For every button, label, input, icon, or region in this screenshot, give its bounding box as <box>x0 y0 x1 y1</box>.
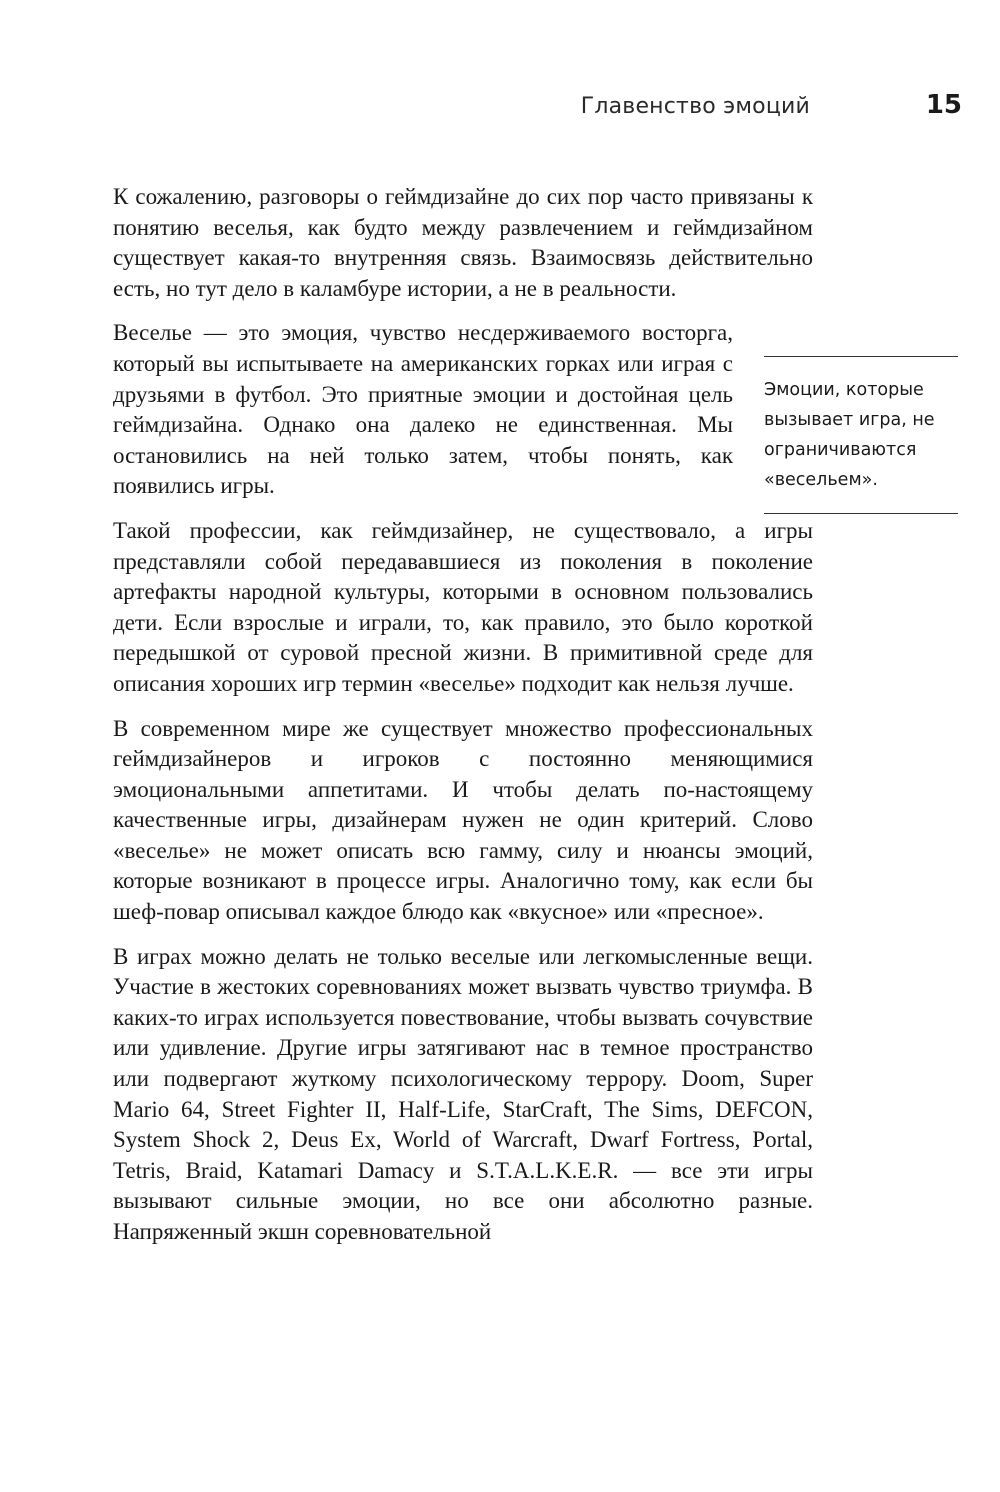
chapter-title: Главенство эмоций <box>580 94 810 119</box>
margin-note <box>764 356 958 514</box>
paragraph-2: Веселье — это эмоция, чувство несдерживаемого восторга, который вы испытываете на американских горках или играя с друзьями в футбол. Это приятные эмоции и достойная цель геймдизайна. Однако она далеко не единственная. Мы остановились на ней только затем, чтобы понять, как появились игры. <box>113 320 733 499</box>
paragraph-4: В современном мире же существует множество профессиональных геймдизайнеров и игроков с постоянно меняющимися эмоциональными аппетитами. И чтобы делать по-настоящему качественные игры, дизайнерам нужен не один критерий. Слово «веселье» не может описать всю гамму, силу и нюансы эмоций, которые возникают в процессе игры. Аналогично тому, как если бы шеф-повар описывал каждое блюдо как «вкусное» или «пресное». <box>113 715 813 925</box>
margin-note-text: Эмоции, которые вызывает игра, не ограничиваются «весельем». <box>764 380 935 490</box>
paragraph-3: Такой профессии, как геймдизайнер, не существовало, а игры представляли собой передававшиеся из поколения в поколение артефакты народной культуры, которыми в основном пользовались дети. Если взрослые и играли, то, как правило, это было короткой передышкой от суровой пресной жизни. В примитивной среде для описания хороших игр термин «веселье» подходит как нельзя лучше. <box>113 517 813 696</box>
paragraph-5: В играх можно делать не только веселые или легкомысленные вещи. Участие в жестоких соревнованиях может вызвать чувство триумфа. В каких-то играх используется повествование, чтобы вызвать сочувствие или удивление. Другие игры затягивают нас в темное пространство или подвергают жуткому психологическому террору. Doom, Super Mario 64, Street Fighter II, Half-Life, StarCraft, The Sims, DEFCON, System Shock 2, Deus Ex, World of Warcraft, Dwarf Fortress, Portal, Tetris, Braid, Katamari Damacy и S.T.A.L.K.E.R. — все эти игры вызывают сильные эмоции, но все они абсолютно разные. Напряженный экшн соревновательной <box>113 943 813 1244</box>
page-number: 15 <box>925 90 962 120</box>
page-header <box>110 88 962 128</box>
paragraph-1: К сожалению, разговоры о геймдизайне до сих пор часто привязаны к понятию веселья, как будто между развлечением и геймдизайном существует какая-то внутренняя связь. Взаимосвязь действительно есть, но тут дело в каламбуре истории, а не в реальности. <box>113 184 813 301</box>
body-text <box>113 182 813 1262</box>
